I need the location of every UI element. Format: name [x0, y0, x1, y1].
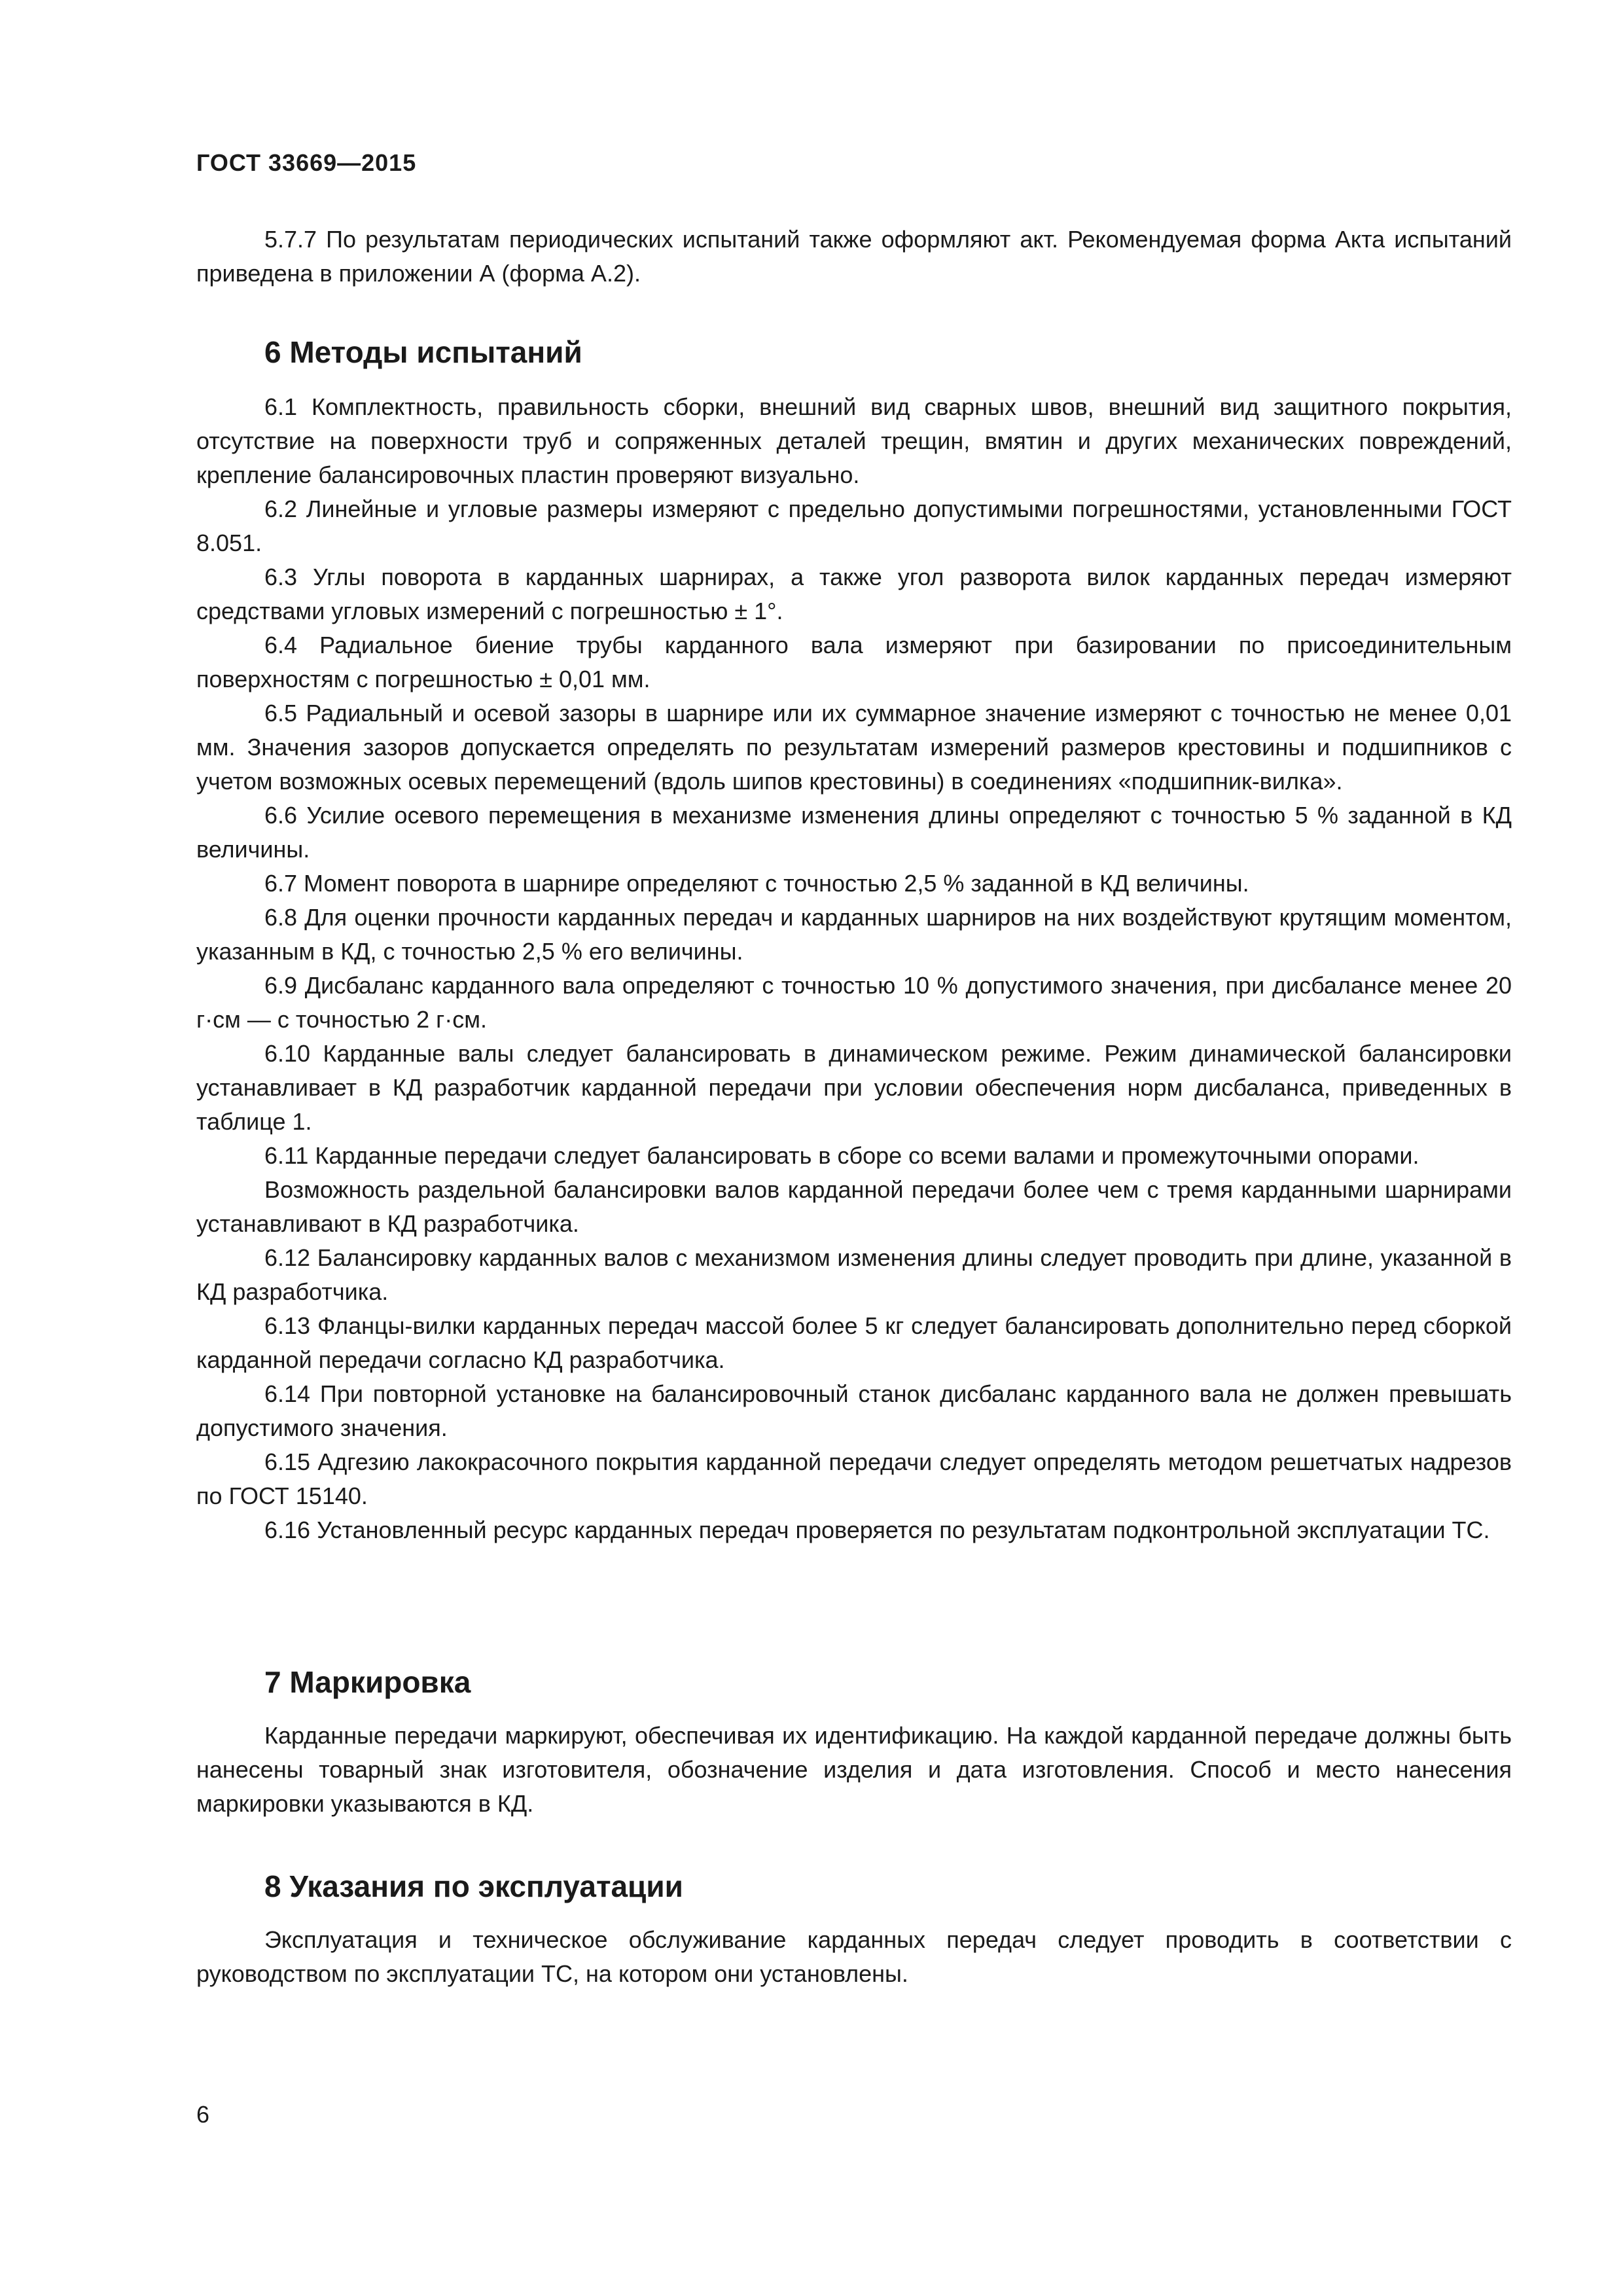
- paragraph-6-7: 6.7 Момент поворота в шарнире определяют с точностью 2,5 % заданной в КД величины.: [264, 870, 1249, 897]
- paragraph-6-5: 6.5 Радиальный и осевой зазоры в шарнире или их суммарное значение измеряют с точностью не менее 0,01 мм. Значения зазоров допускается определять по результатам измерений размеров крестовины и подшипников с учетом возможных осевых перемещений (вдоль шипов крестовины) в соединениях «подшипник-вилка».: [196, 700, 1512, 795]
- paragraph-6-6: 6.6 Усилие осевого перемещения в механизме изменения длины определяют с точностью 5 % заданной в КД величины.: [196, 802, 1512, 863]
- paragraph-6-13: 6.13 Фланцы-вилки карданных передач массой более 5 кг следует балансировать дополнительно перед сборкой карданной передачи согласно КД разработчика.: [196, 1312, 1512, 1373]
- paragraph-6-14: 6.14 При повторной установке на балансировочный станок дисбаланс карданного вала не должен превышать допустимого значения.: [196, 1380, 1512, 1441]
- document-header-id: ГОСТ 33669—2015: [196, 149, 417, 176]
- page-number: 6: [196, 2101, 210, 2128]
- paragraph-7: Карданные передачи маркируют, обеспечивая их идентификацию. На каждой карданной передаче должны быть нанесены товарный знак изготовителя, обозначение изделия и дата изготовления. Способ и место нанесения маркировки указываются в КД.: [196, 1722, 1512, 1817]
- section-6: [196, 332, 1512, 372]
- section-8-title: 8 Указания по эксплуатации: [264, 1869, 683, 1903]
- section-8-body: [196, 1923, 1512, 1991]
- paragraph-6-10: 6.10 Карданные валы следует балансировать в динамическом режиме. Режим динамической балансировки устанавливает в КД разработчик карданной передачи при условии обеспечения норм дисбаланса, приведенных в таблице 1.: [196, 1040, 1512, 1135]
- section-7-title: 7 Маркировка: [264, 1665, 471, 1699]
- section-6-body: [196, 390, 1512, 1547]
- section-7-body: [196, 1719, 1512, 1821]
- paragraph-6-8: 6.8 Для оценки прочности карданных передач и карданных шарниров на них воздействуют крутящим моментом, указанным в КД, с точностью 2,5 % его величины.: [196, 904, 1512, 965]
- paragraph-6-3: 6.3 Углы поворота в карданных шарнирах, а также угол разворота вилок карданных передач измеряют средствами угловых измерений с погрешностью ± 1°.: [196, 564, 1512, 624]
- paragraph-6-12: 6.12 Балансировку карданных валов с механизмом изменения длины следует проводить при длине, указанной в КД разработчика.: [196, 1244, 1512, 1305]
- intro-block: [196, 223, 1512, 291]
- paragraph-6-2: 6.2 Линейные и угловые размеры измеряют с предельно допустимыми погрешностями, установленными ГОСТ 8.051.: [196, 495, 1512, 556]
- section-6-title: 6 Методы испытаний: [264, 335, 582, 369]
- paragraph-6-9: 6.9 Дисбаланс карданного вала определяют с точностью 10 % допустимого значения, при дисбалансе менее 20 г·см — с точностью 2 г·см.: [196, 972, 1512, 1033]
- paragraph-6-1: 6.1 Комплектность, правильность сборки, внешний вид сварных швов, внешний вид защитного покрытия, отсутствие на поверхности труб и сопряженных деталей трещин, вмятин и других механических повреждений, крепление балансировочных пластин проверяют визуально.: [196, 393, 1512, 488]
- section-7: [196, 1662, 1512, 1702]
- paragraph-6-15: 6.15 Адгезию лакокрасочного покрытия карданной передачи следует определять методом решетчатых надрезов по ГОСТ 15140.: [196, 1448, 1512, 1509]
- paragraph-6-16: 6.16 Установленный ресурс карданных передач проверяется по результатам подконтрольной эксплуатации ТС.: [264, 1516, 1490, 1543]
- paragraph-6-4: 6.4 Радиальное биение трубы карданного вала измеряют при базировании по присоединительным поверхностям с погрешностью ± 0,01 мм.: [196, 632, 1512, 692]
- paragraph-5-7-7: 5.7.7 По результатам периодических испытаний также оформляют акт. Рекомендуемая форма Акта испытаний приведена в приложении А (форма А.2).: [196, 226, 1512, 287]
- paragraph-8: Эксплуатация и техническое обслуживание карданных передач следует проводить в соответствии с руководством по эксплуатации ТС, на котором они установлены.: [196, 1926, 1512, 1987]
- section-8: [196, 1867, 1512, 1906]
- paragraph-6-11: 6.11 Карданные передачи следует балансировать в сборе со всеми валами и промежуточными опорами.: [264, 1142, 1419, 1169]
- document-page: [196, 0, 1512, 2296]
- paragraph-6-11-continued: Возможность раздельной балансировки валов карданной передачи более чем с тремя карданными шарнирами устанавливают в КД разработчика.: [196, 1176, 1512, 1237]
